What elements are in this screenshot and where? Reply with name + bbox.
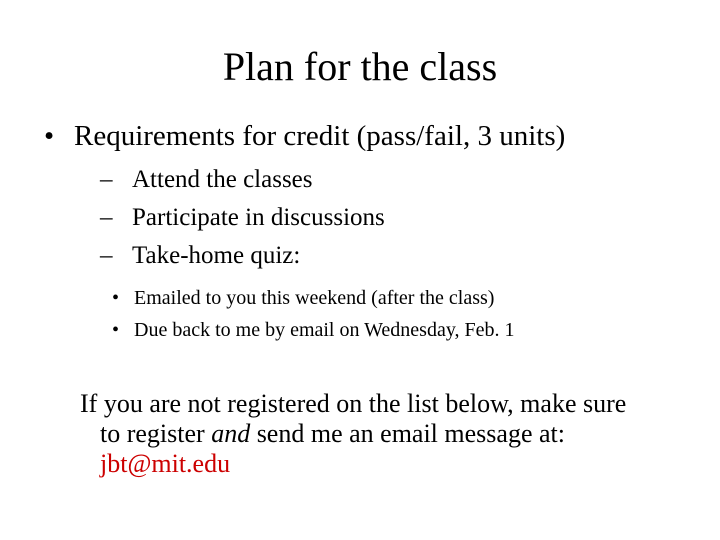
note-emphasis: and bbox=[211, 419, 251, 448]
sub-item-attend bbox=[100, 165, 313, 195]
quiz-item-text: Due back to me by email on Wednesday, Feb. 1 bbox=[134, 319, 515, 341]
quiz-item-emailed bbox=[112, 285, 494, 311]
sub-item-text: Participate in discussions bbox=[132, 204, 385, 231]
slide-title: Plan for the class bbox=[222, 44, 498, 89]
note-line-2-post: send me an email message at: bbox=[250, 419, 565, 448]
dash-icon: – bbox=[100, 242, 113, 269]
email-link[interactable]: jbt@mit.edu bbox=[100, 449, 231, 478]
note-line-2-pre: to register bbox=[100, 419, 212, 448]
bullet-requirements bbox=[44, 118, 565, 154]
sub-item-quiz bbox=[100, 241, 300, 271]
note-line-1: If you are not registered on the list below, make sure bbox=[80, 389, 627, 418]
quiz-item-text: Emailed to you this weekend (after the class) bbox=[134, 287, 495, 309]
sub-item-text: Take-home quiz: bbox=[132, 242, 301, 269]
note-line-2 bbox=[80, 419, 700, 449]
registration-note bbox=[80, 389, 700, 479]
bullet-icon: • bbox=[44, 120, 55, 152]
bullet-requirements-text: Requirements for credit (pass/fail, 3 units) bbox=[74, 120, 566, 152]
dash-icon: – bbox=[100, 166, 113, 193]
bullet-icon: • bbox=[112, 287, 120, 309]
sub-item-text: Attend the classes bbox=[132, 166, 313, 193]
quiz-item-due bbox=[112, 317, 515, 343]
sub-item-participate bbox=[100, 203, 385, 233]
bullet-icon: • bbox=[112, 319, 120, 341]
dash-icon: – bbox=[100, 204, 113, 231]
